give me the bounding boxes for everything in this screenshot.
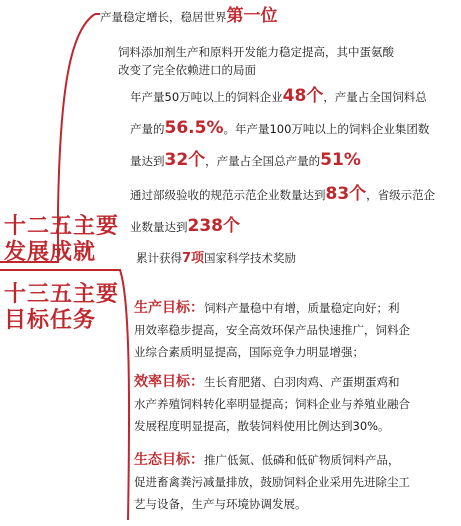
- achievement-output-highlight: 第一位: [226, 6, 278, 26]
- achievement-scale-line2: 产量的56.5%。年产量100万吨以上的饲料企业集团数: [130, 118, 430, 138]
- targets-title-line2: 目标任务: [4, 308, 97, 333]
- achievement-scale-line3: 量达到32个，产量占全国总产量的51%: [130, 150, 361, 170]
- achievement-additives-line1: 饲料添加剂生产和原料开发能力稳定提高，其中蛋氨酸: [118, 45, 394, 59]
- target-production-head: 生产目标：: [134, 300, 204, 316]
- achievement-output-text: 产量稳定增长，稳居世界: [100, 10, 227, 24]
- targets-title-line1: 十三五主要: [4, 282, 120, 307]
- target-efficiency-line2: 水产养殖饲料转化率明显提高；饲料企业与养殖业融合: [134, 397, 410, 411]
- achievement-model-line2: 业数量达到238个: [130, 216, 240, 236]
- achievements-title-line1: 十二五主要: [4, 214, 120, 239]
- target-efficiency-line3: 发展程度明显提高，散装饲料使用比例达到30%。: [134, 419, 390, 433]
- target-ecology-line2: 促进畜禽粪污减量排放，鼓励饲料企业采用先进除尘工: [134, 475, 410, 489]
- achievement-additives-line2: 改变了完全依赖进口的局面: [118, 63, 256, 77]
- achievement-awards: 累计获得7项国家科学技术奖励: [136, 251, 297, 266]
- target-efficiency-head: 效率目标：: [134, 374, 204, 390]
- achievements-title-line2: 发展成就: [4, 240, 97, 265]
- target-production-line3: 业综合素质明显提高，国际竞争力明显增强；: [134, 345, 364, 359]
- achievement-model-line1: 通过部级验收的规范示范企业数量达到83个，省级示范企: [130, 184, 436, 204]
- achievement-scale-line1: 年产量50万吨以上的饲料企业48个，产量占全国饲料总: [130, 86, 427, 106]
- achievements-title: [4, 214, 144, 266]
- target-production-line1: 生产目标：饲料产量稳中有增，质量稳定向好；利: [134, 300, 400, 316]
- target-efficiency-line1: 效率目标：生长育肥猪、白羽肉鸡、产蛋期蛋鸡和: [134, 374, 400, 390]
- targets-title: [4, 282, 144, 334]
- target-ecology-line1: 生态目标：推广低氮、低磷和低矿物质饲料产品，: [134, 452, 400, 468]
- target-ecology-line3: 艺与设备，生产与环境协调发展。: [134, 497, 307, 511]
- target-production-line2: 用效率稳步提高，安全高效环保产品快速推广，饲料企: [134, 323, 410, 337]
- target-ecology-head: 生态目标：: [134, 452, 204, 468]
- achievement-output: [100, 8, 278, 25]
